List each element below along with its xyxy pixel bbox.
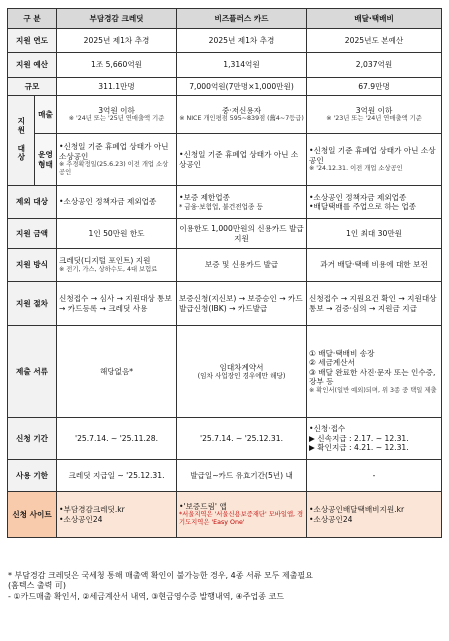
table-row <box>8 78 442 96</box>
op-credit-value: •신청일 기준 휴폐업 상태가 아닌 소상공인 <box>59 142 169 161</box>
cell-year-credit: 2025년 제1차 추경 <box>57 29 177 53</box>
cell-method-credit <box>57 249 177 282</box>
cell-amount-delivery: 1인 최대 30만원 <box>307 219 442 249</box>
cell-exclude-delivery <box>307 186 442 219</box>
site-credit-link[interactable]: •부담경감크레딧.kr <box>59 505 125 515</box>
cell-exclude-card <box>177 186 307 219</box>
docs-card-value: 임대차계약서 <box>219 362 264 372</box>
cell-period-delivery <box>307 418 442 460</box>
table-row <box>8 186 442 219</box>
support-table-container <box>7 8 441 538</box>
site-card-app[interactable]: •'보증드림' 앱 <box>179 501 227 511</box>
cell-docs-credit: 해당없음* <box>57 326 177 418</box>
period-delivery-confirm: ▶ 확인지급 : 4.21. ~ 12.31. <box>309 443 409 453</box>
cell-scale-card: 7,000억원(7만명×1,000만원) <box>177 78 307 96</box>
method-credit-value: 크레딧(디지털 포인트) 지원 <box>59 256 151 266</box>
docs-card-note: (임차 사업장인 경우에만 해당) <box>197 372 286 381</box>
footnote <box>8 571 442 602</box>
sales-credit-note: ※ '24년 또는 '25년 연매출액 기준 <box>68 115 165 123</box>
table-row <box>8 460 442 492</box>
header-bizplus-card: 비즈플러스 카드 <box>177 9 307 29</box>
cell-usage-delivery: - <box>307 460 442 492</box>
op-delivery-value: •신청일 기준 휴폐업 상태가 아닌 소상공인 <box>309 146 436 165</box>
header-category: 구 분 <box>8 9 57 29</box>
table-row <box>8 219 442 249</box>
cell-docs-card <box>177 326 307 418</box>
cell-site-credit[interactable] <box>57 492 177 538</box>
table-row <box>8 418 442 460</box>
table-row <box>8 492 442 538</box>
sales-credit-value: 3억원 이하 <box>98 105 135 115</box>
row-label-scale: 규모 <box>8 78 57 96</box>
footnote-line-1: * 부담경감 크레딧은 국세청 통해 매출액 확인이 불가능한 경우, 4종 서류 모두 제출필요 <box>8 571 313 580</box>
cell-procedure-credit: 신청접수 → 심사 → 지원대상 통보 → 카드등록 → 크레딧 사용 <box>57 282 177 326</box>
site-credit-link-2[interactable]: •소상공인24 <box>59 514 103 524</box>
cell-procedure-delivery: 신청접수 → 지원요건 확인 → 지원대상 통보 → 검증·심의 → 지원금 지급 <box>307 282 442 326</box>
cell-site-card[interactable] <box>177 492 307 538</box>
support-comparison-table <box>7 8 442 538</box>
footnote-line-3: - ①카드매출 확인서, ②세금계산서 내역, ③현금영수증 발행내역, ④주업종 코드 <box>8 591 284 601</box>
cell-method-card: 보증 및 신용카드 발급 <box>177 249 307 282</box>
cell-docs-delivery <box>307 326 442 418</box>
cell-scale-delivery: 67.9만명 <box>307 78 442 96</box>
docs-delivery-item-1: ① 배달·택배비 송장 <box>309 348 375 358</box>
row-label-usage: 사용 기한 <box>8 460 57 492</box>
table-row <box>8 282 442 326</box>
table-row <box>8 249 442 282</box>
sales-delivery-note: ※ '23년 또는 '24년 연매출액 기준 <box>326 115 422 123</box>
row-label-site: 신청 사이트 <box>8 492 57 538</box>
cell-year-card: 2025년 제1차 추경 <box>177 29 307 53</box>
exclude-delivery-value-2: •배달택배를 주업으로 하는 업종 <box>309 202 417 211</box>
cell-amount-card: 이용한도 1,000만원의 신용카드 발급 지원 <box>177 219 307 249</box>
docs-delivery-item-3: ③ 배달 완료한 사진·문자 또는 인수증, 장부 등 <box>309 367 436 387</box>
period-delivery-fast: ▶ 신속지급 : 2.17. ~ 12.31. <box>309 433 409 443</box>
row-label-period: 신청 기간 <box>8 418 57 460</box>
docs-delivery-note: ※ 확인서(일반 예외)되며, 위 3종 중 택일 제출 <box>309 386 437 394</box>
docs-delivery-item-2: ② 세금계산서 <box>309 358 355 368</box>
sub-label-sales: 매출 <box>35 96 57 134</box>
sub-label-operation: 운영 형태 <box>35 134 57 186</box>
table-row <box>8 29 442 53</box>
cell-year-delivery: 2025년도 본예산 <box>307 29 442 53</box>
header-delivery-cost: 배달·택배비 <box>307 9 442 29</box>
row-label-target <box>8 96 35 186</box>
site-delivery-link[interactable]: •소상공인배달택배비지원.kr <box>309 505 405 515</box>
site-delivery-link-2[interactable]: •소상공인24 <box>309 514 353 524</box>
table-row <box>8 96 442 134</box>
op-delivery-note: ※ '24.12.31. 이전 개업 소상공인 <box>309 165 403 173</box>
cell-site-delivery[interactable] <box>307 492 442 538</box>
cell-op-delivery <box>307 134 442 186</box>
row-label-year: 지원 연도 <box>8 29 57 53</box>
cell-budget-card: 1,314억원 <box>177 53 307 78</box>
cell-op-credit <box>57 134 177 186</box>
cell-sales-credit <box>57 96 177 134</box>
cell-budget-delivery: 2,037억원 <box>307 53 442 78</box>
cell-period-credit: '25.7.14. ~ '25.11.28. <box>57 418 177 460</box>
header-burden-credit: 부담경감 크레딧 <box>57 9 177 29</box>
cell-usage-credit: 크레딧 지급일 ~ '25.12.31. <box>57 460 177 492</box>
method-credit-note: ※ 전기, 가스, 상하수도, 4대 보험료 <box>59 265 158 273</box>
op-credit-note: ※ 추경확정일(25.6.23) 이전 개업 소상공인 <box>59 161 169 176</box>
cell-usage-card: 발급일~카드 유효기간(5년) 내 <box>177 460 307 492</box>
exclude-delivery-value-1: •소상공인 정책자금 제외업종 <box>309 192 407 202</box>
cell-amount-credit: 1인 50만원 한도 <box>57 219 177 249</box>
sales-card-value: 중·저신용자 <box>221 105 262 115</box>
cell-sales-card <box>177 96 307 134</box>
row-label-procedure: 지원 절차 <box>8 282 57 326</box>
sales-delivery-value: 3억원 이하 <box>355 105 393 115</box>
cell-exclude-credit: •소상공인 정책자금 제외업종 <box>57 186 177 219</box>
row-label-exclude: 제외 대상 <box>8 186 57 219</box>
cell-sales-delivery <box>307 96 442 134</box>
cell-budget-credit: 1조 5,660억원 <box>57 53 177 78</box>
cell-method-delivery: 과거 배달·택배 비용에 대한 보전 <box>307 249 442 282</box>
row-label-method: 지원 방식 <box>8 249 57 282</box>
row-label-budget: 지원 예산 <box>8 53 57 78</box>
cell-procedure-card: 보증신청(지신보) → 보증승인 → 카드발급신청(IBK) → 카드발급 <box>177 282 307 326</box>
table-row <box>8 53 442 78</box>
footnote-line-2: (홈텍스 출력 可) <box>8 581 66 591</box>
sales-card-note: ※ NICE 개인평점 595~839점 (舊4~7등급) <box>179 115 304 123</box>
target-label-text: 지원 대상 <box>16 117 26 162</box>
row-label-docs: 제출 서류 <box>8 326 57 418</box>
table-header-row <box>8 9 442 29</box>
exclude-card-note: * 금융·보험업, 불건전업종 등 <box>179 202 263 211</box>
exclude-card-value: •보증 제한업종 <box>179 193 230 203</box>
cell-scale-credit: 311.1만명 <box>57 78 177 96</box>
row-label-amount: 지원 금액 <box>8 219 57 249</box>
period-delivery-title: •신청·접수 <box>309 424 346 434</box>
table-row <box>8 326 442 418</box>
cell-period-card: '25.7.14. ~ '25.12.31. <box>177 418 307 460</box>
table-row <box>8 134 442 186</box>
cell-op-card: •신청일 기준 휴폐업 상태가 아닌 소상공인 <box>177 134 307 186</box>
site-card-note: *서울지역은 '서울신용보증재단' 모바일앱, 경기도지역은 'Easy One' <box>179 511 304 527</box>
